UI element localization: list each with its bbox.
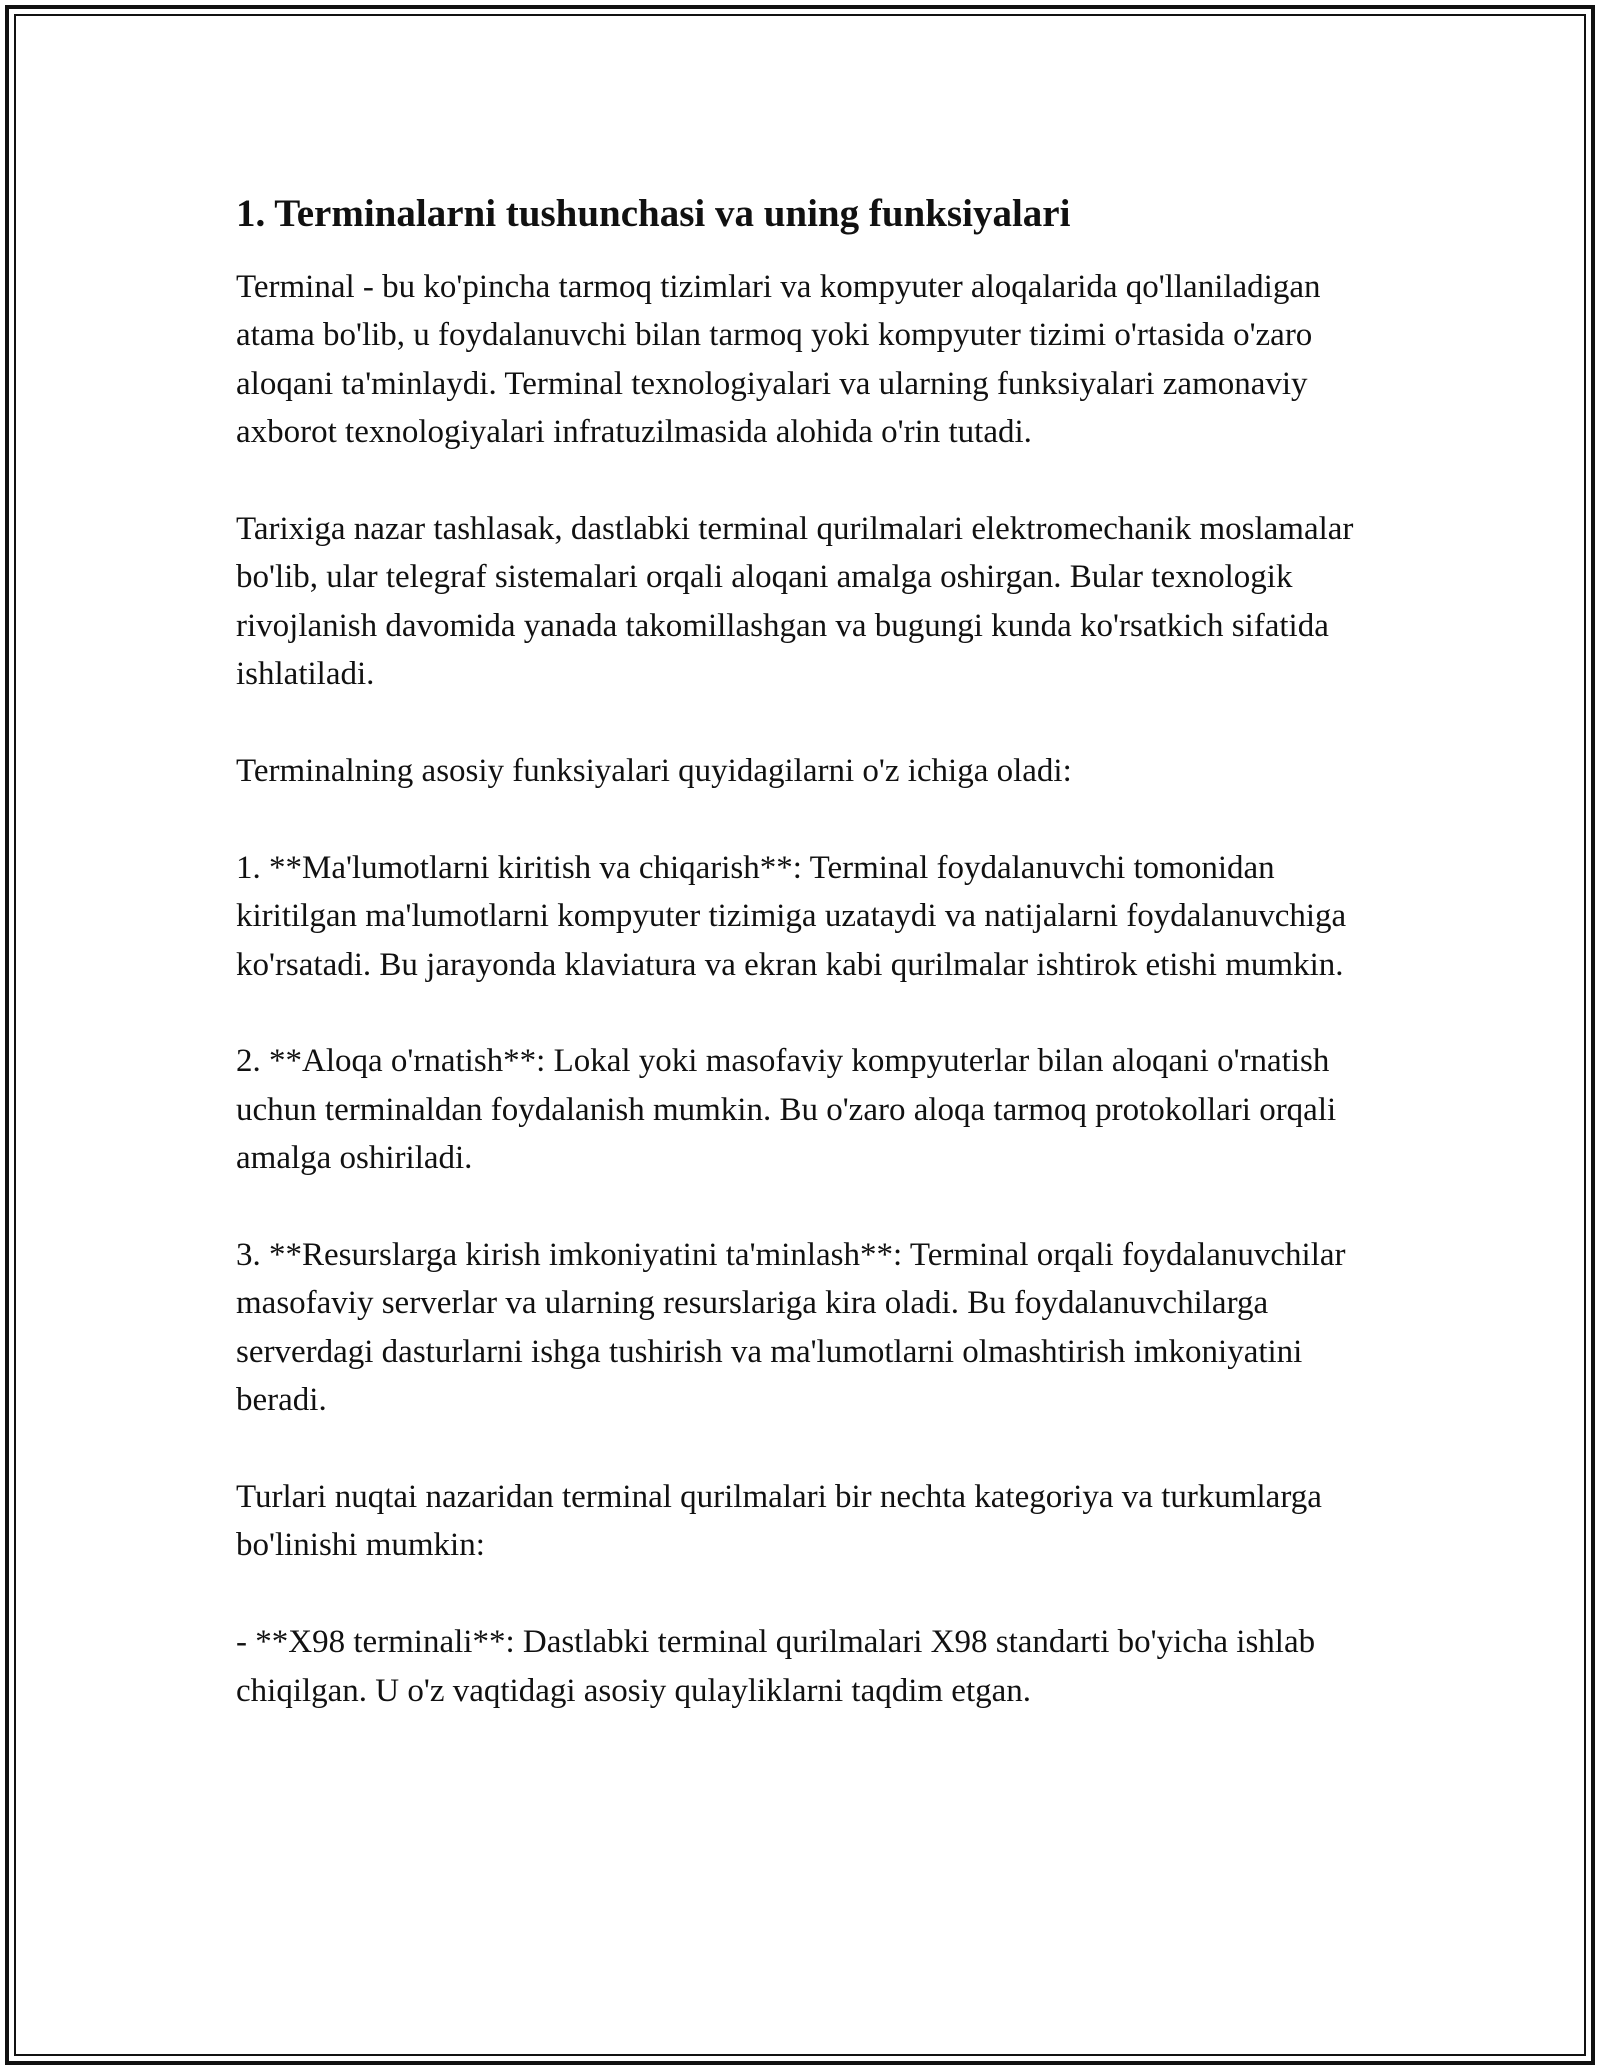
paragraph-types-intro: Turlari nuqtai nazaridan terminal qurilmalari bir nechta kategoriya va turkumlarga bo'linishi mumkin: xyxy=(236,1479,1322,1564)
paragraph-history: Tarixiga nazar tashlasak, dastlabki terminal qurilmalari elektromechanik moslamalar bo'lib, ular telegraf sistemalari orqali aloqani amalga oshirgan. Bular texnologik rivojlanish davomida yanada takomillashgan va bugungi kunda ko'rsatkich sifatida ishlatiladi. xyxy=(236,511,1354,693)
paragraph-function-2: 2. **Aloqa o'rnatish**: Lokal yoki masofaviy kompyuterlar bilan aloqani o'rnatish uchun terminaldan foydalanish mumkin. Bu o'zaro aloqa tarmoq protokollari orqali amalga oshiriladi. xyxy=(236,1043,1337,1177)
document-title: 1. Terminalarni tushunchasi va uning funksiyalari xyxy=(236,192,1071,235)
paragraph-functions-intro: Terminalning asosiy funksiyalari quyidagilarni o'z ichiga oladi: xyxy=(236,753,1072,790)
document-body xyxy=(236,263,1386,1715)
paragraph-function-1: 1. **Ma'lumotlarni kiritish va chiqarish**: Terminal foydalanuvchi tomonidan kiritilgan ma'lumotlarni kompyuter tizimiga uzataydi va natijalarni foydalanuvchiga ko'rsatadi. Bu jarayonda klaviatura va ekran kabi qurilmalar ishtirok etishi mumkin. xyxy=(236,849,1347,983)
paragraph-intro: Terminal - bu ko'pincha tarmoq tizimlari va kompyuter aloqalarida qo'llaniladigan atama bo'lib, u foydalanuvchi bilan tarmoq yoki kompyuter tizimi o'rtasida o'zaro aloqani ta'minlaydi. Terminal texnologiyalari va ularning funksiyalari zamonaviy axborot texnologiyalari infratuzilmasida alohida o'rin tutadi. xyxy=(236,269,1321,451)
paragraph-type-x98: - **X98 terminali**: Dastlabki terminal qurilmalari X98 standarti bo'yicha ishlab chiqilgan. U o'z vaqtidagi asosiy qulayliklarni taqdim etgan. xyxy=(236,1624,1316,1709)
paragraph-function-3: 3. **Resurslarga kirish imkoniyatini ta'minlash**: Terminal orqali foydalanuvchilar masofaviy serverlar va ularning resurslariga kira oladi. Bu foydalanuvchilarga serverdagi dasturlarni ishga tushirish va ma'lumotlarni olmashtirish imkoniyatini beradi. xyxy=(236,1237,1346,1419)
document-content xyxy=(236,188,1386,1715)
